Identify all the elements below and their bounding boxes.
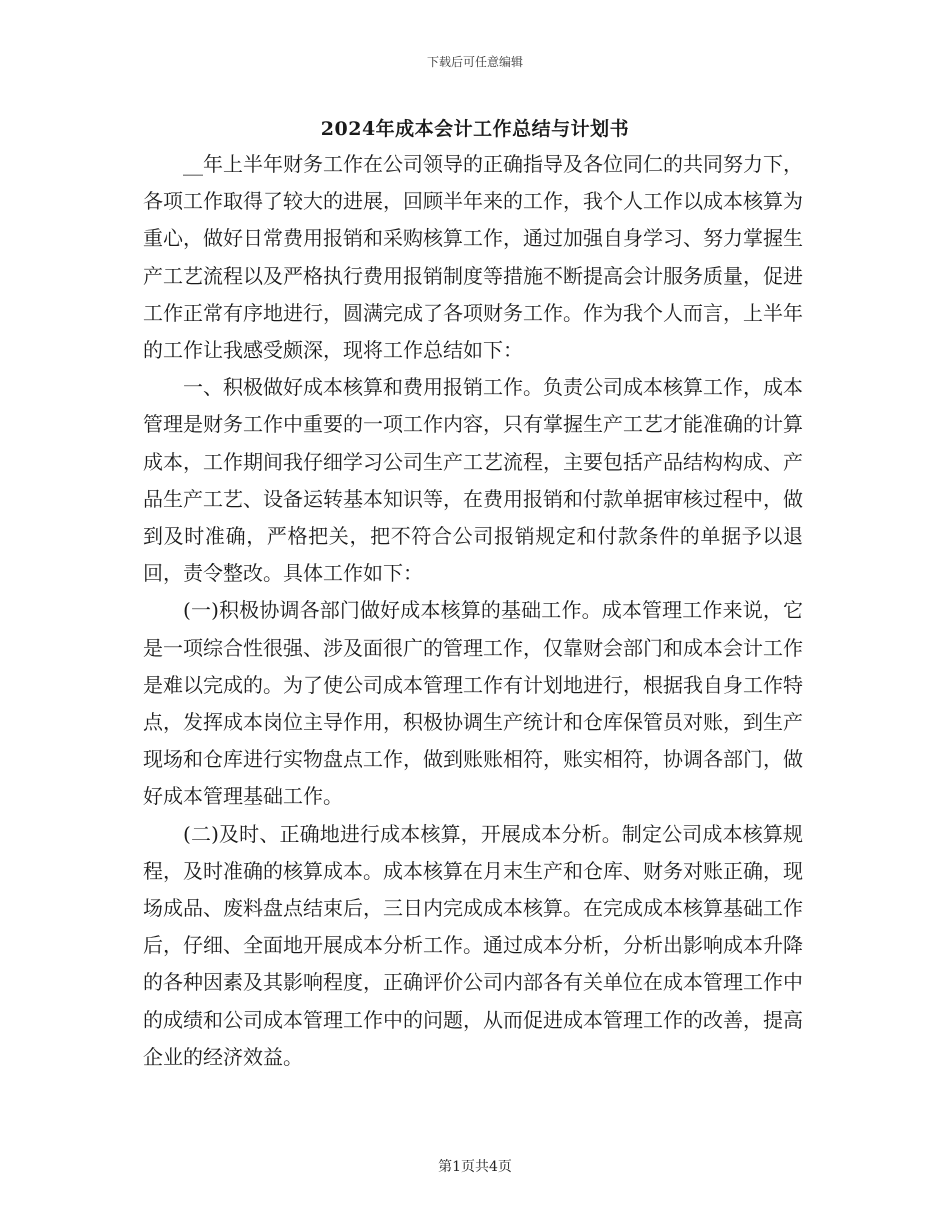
paragraph-intro: __年上半年财务工作在公司领导的正确指导及各位同仁的共同努力下，各项工作取得了较大的进展，回顾半年来的工作，我个人工作以成本核算为重心，做好日常费用报销和采购核算工作，通过加强自身学习、努力掌握生产工艺流程以及严格执行费用报销制度等措施不断提高会计服务质量，促进工作正常有序地进行，圆满完成了各项财务工作。作为我个人而言，上半年的工作让我感受颇深，现将工作总结如下： bbox=[143, 152, 803, 363]
document-body bbox=[143, 146, 803, 1076]
page-number: 第1页共4页 bbox=[438, 1159, 512, 1175]
paragraph-item-1: (一)积极协调各部门做好成本核算的基础工作。成本管理工作来说，它是一项综合性很强、涉及面很广的管理工作，仅靠财会部门和成本会计工作是难以完成的。为了使公司成本管理工作有计划地进行，根据我自身工作特点，发挥成本岗位主导作用，积极协调生产统计和仓库保管员对账，到生产现场和仓库进行实物盘点工作，做到账账相符，账实相符，协调各部门，做好成本管理基础工作。 bbox=[143, 598, 803, 809]
document-title: 2024年成本会计工作总结与计划书 bbox=[320, 118, 630, 140]
paragraph-section-1: 一、积极做好成本核算和费用报销工作。负责公司成本核算工作，成本管理是财务工作中重要的一项工作内容，只有掌握生产工艺才能准确的计算成本，工作期间我仔细学习公司生产工艺流程，主要包括产品结构构成、产品生产工艺、设备运转基本知识等，在费用报销和付款单据审核过程中，做到及时准确，严格把关，把不符合公司报销规定和付款条件的单据予以退回，责令整改。具体工作如下： bbox=[143, 375, 803, 586]
page-header-note: 下载后可任意编辑 bbox=[426, 55, 523, 69]
paragraph-item-2: (二)及时、正确地进行成本核算，开展成本分析。制定公司成本核算规程，及时准确的核算成本。成本核算在月末生产和仓库、财务对账正确，现场成品、废料盘点结束后，三日内完成成本核算。在完成成本核算基础工作后，仔细、全面地开展成本分析工作。通过成本分析，分析出影响成本升降的各种因素及其影响程度，正确评价公司内部各有关单位在成本管理工作中的成绩和公司成本管理工作中的问题，从而促进成本管理工作的改善，提高企业的经济效益。 bbox=[143, 821, 803, 1069]
